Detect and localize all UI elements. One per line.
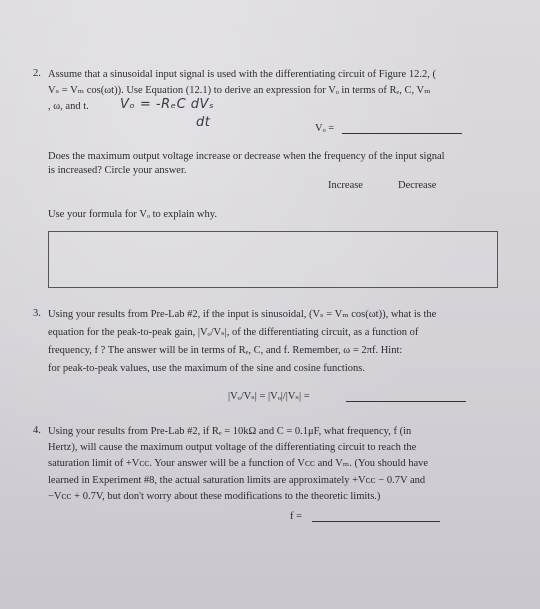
q2-question2: is increased? Circle your answer. — [48, 165, 187, 176]
q4-line5: −Vᴄᴄ + 0.7V, but don't worry about these modifications to the theoretic limits.) — [48, 491, 381, 502]
option-decrease[interactable]: Decrease — [398, 180, 437, 191]
q3-line1: Using your results from Pre-Lab #2, if the input is sinusoidal, (Vₛ = Vₘ cos(ωt)), what is the — [48, 309, 437, 320]
q4-number: 4. — [33, 425, 41, 436]
q3-answer-blank[interactable] — [346, 401, 466, 402]
handwritten-dt: dt — [196, 115, 211, 130]
q3-line4: for peak-to-peak values, use the maximum of the sine and cosine functions. — [48, 363, 365, 374]
q3-answer-label: |Vₒ/Vₛ| = |Vₒ|/|Vₛ| = — [228, 391, 310, 402]
q4-line3: saturation limit of +Vᴄᴄ. Your answer will be a function of Vᴄᴄ and Vₘ. (You should have — [48, 458, 429, 469]
q3-line3: frequency, f ? The answer will be in terms of Rₑ, C, and f. Remember, ω = 2πf. Hint: — [48, 345, 403, 356]
option-increase[interactable]: Increase — [328, 180, 363, 191]
q4-line4: learned in Experiment #8, the actual saturation limits are approximately +Vᴄᴄ − 0.7V and — [48, 475, 426, 486]
explanation-answer-box[interactable] — [48, 231, 498, 288]
q4-answer-blank[interactable] — [312, 521, 440, 522]
q2-line2: Vₛ = Vₘ cos(ωt)). Use Equation (12.1) to derive an expression for Vₒ in terms of Rₑ, C, Vₘ — [48, 85, 431, 96]
q4-line2: Hertz), will cause the maximum output voltage of the differentiating circuit to reach the — [48, 442, 417, 453]
q2-answer-label: Vₒ = — [315, 123, 335, 134]
q2-answer-blank[interactable] — [342, 133, 462, 134]
q4-answer-label: f = — [290, 511, 303, 522]
q3-line2: equation for the peak-to-peak gain, |Vₒ/Vₛ|, of the differentiating circuit, as a function of — [48, 327, 419, 338]
q2-line1: Assume that a sinusoidal input signal is used with the differentiating circuit of Figure 12.2, ( — [48, 69, 436, 80]
q2-line3: , ω, and t. — [48, 101, 89, 112]
q4-line1: Using your results from Pre-Lab #2, if Rₑ = 10kΩ and C = 0.1μF, what frequency, f (in — [48, 426, 412, 437]
q2-question: Does the maximum output voltage increase or decrease when the frequency of the input signal — [48, 151, 445, 162]
q3-number: 3. — [33, 308, 41, 319]
handwritten-derivation: Vₒ = -RₑC dVₛ — [120, 97, 215, 112]
q2-explain: Use your formula for Vₒ to explain why. — [48, 209, 217, 220]
q2-number: 2. — [33, 68, 41, 79]
